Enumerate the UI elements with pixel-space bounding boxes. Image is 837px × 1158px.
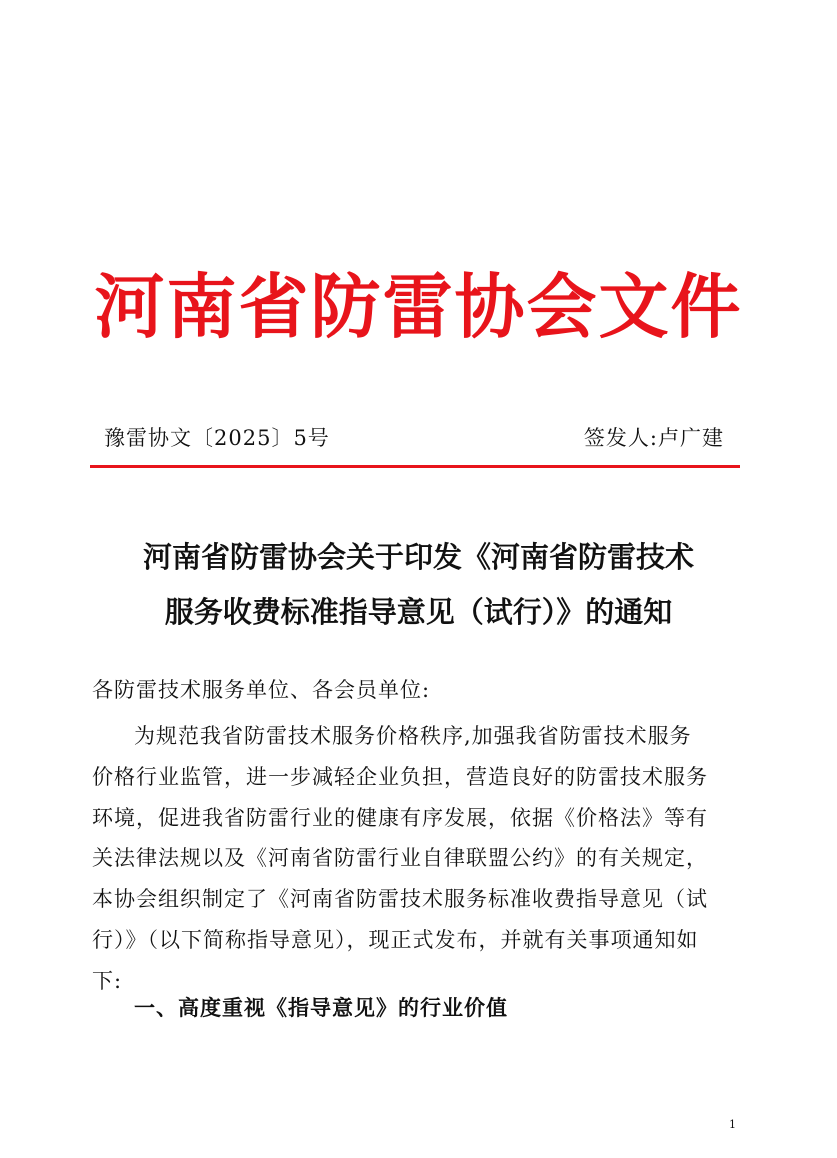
- red-divider-line: [90, 465, 740, 468]
- page-number: 1: [729, 1118, 736, 1131]
- salutation: 各防雷技术服务单位、各会员单位:: [92, 678, 431, 702]
- notice-title-line: 服务收费标准指导意见（试行）》的通知: [164, 595, 673, 629]
- masthead-title: 河南省防雷协会文件: [94, 266, 743, 348]
- body-line: 为规范我省防雷技术服务价格秩序,加强我省防雷技术服务: [134, 724, 692, 748]
- notice-title-line: 河南省防雷协会关于印发《河南省防雷技术: [142, 540, 694, 574]
- body-paragraph: [92, 716, 742, 1002]
- section-heading: 一、高度重视《指导意见》的行业价值: [134, 996, 508, 1020]
- signer: 签发人:卢广建: [583, 426, 724, 450]
- body-line: 价格行业监管，进一步减轻企业负担，营造良好的防雷技术服务: [92, 764, 708, 789]
- body-line: 下:: [92, 968, 123, 993]
- document-number: 豫雷协文〔2025〕5号: [104, 426, 330, 450]
- body-line: 行）》（以下简称指导意见），现正式发布，并就有关事项通知如: [92, 927, 699, 952]
- body-line: 本协会组织制定了《河南省防雷技术服务标准收费指导意见（试: [92, 887, 708, 912]
- body-line: 关法律法规以及《河南省防雷行业自律联盟公约》的有关规定，: [92, 846, 708, 871]
- notice-title: [80, 530, 757, 640]
- body-line: 环境，促进我省防雷行业的健康有序发展，依据《价格法》等有: [92, 805, 708, 830]
